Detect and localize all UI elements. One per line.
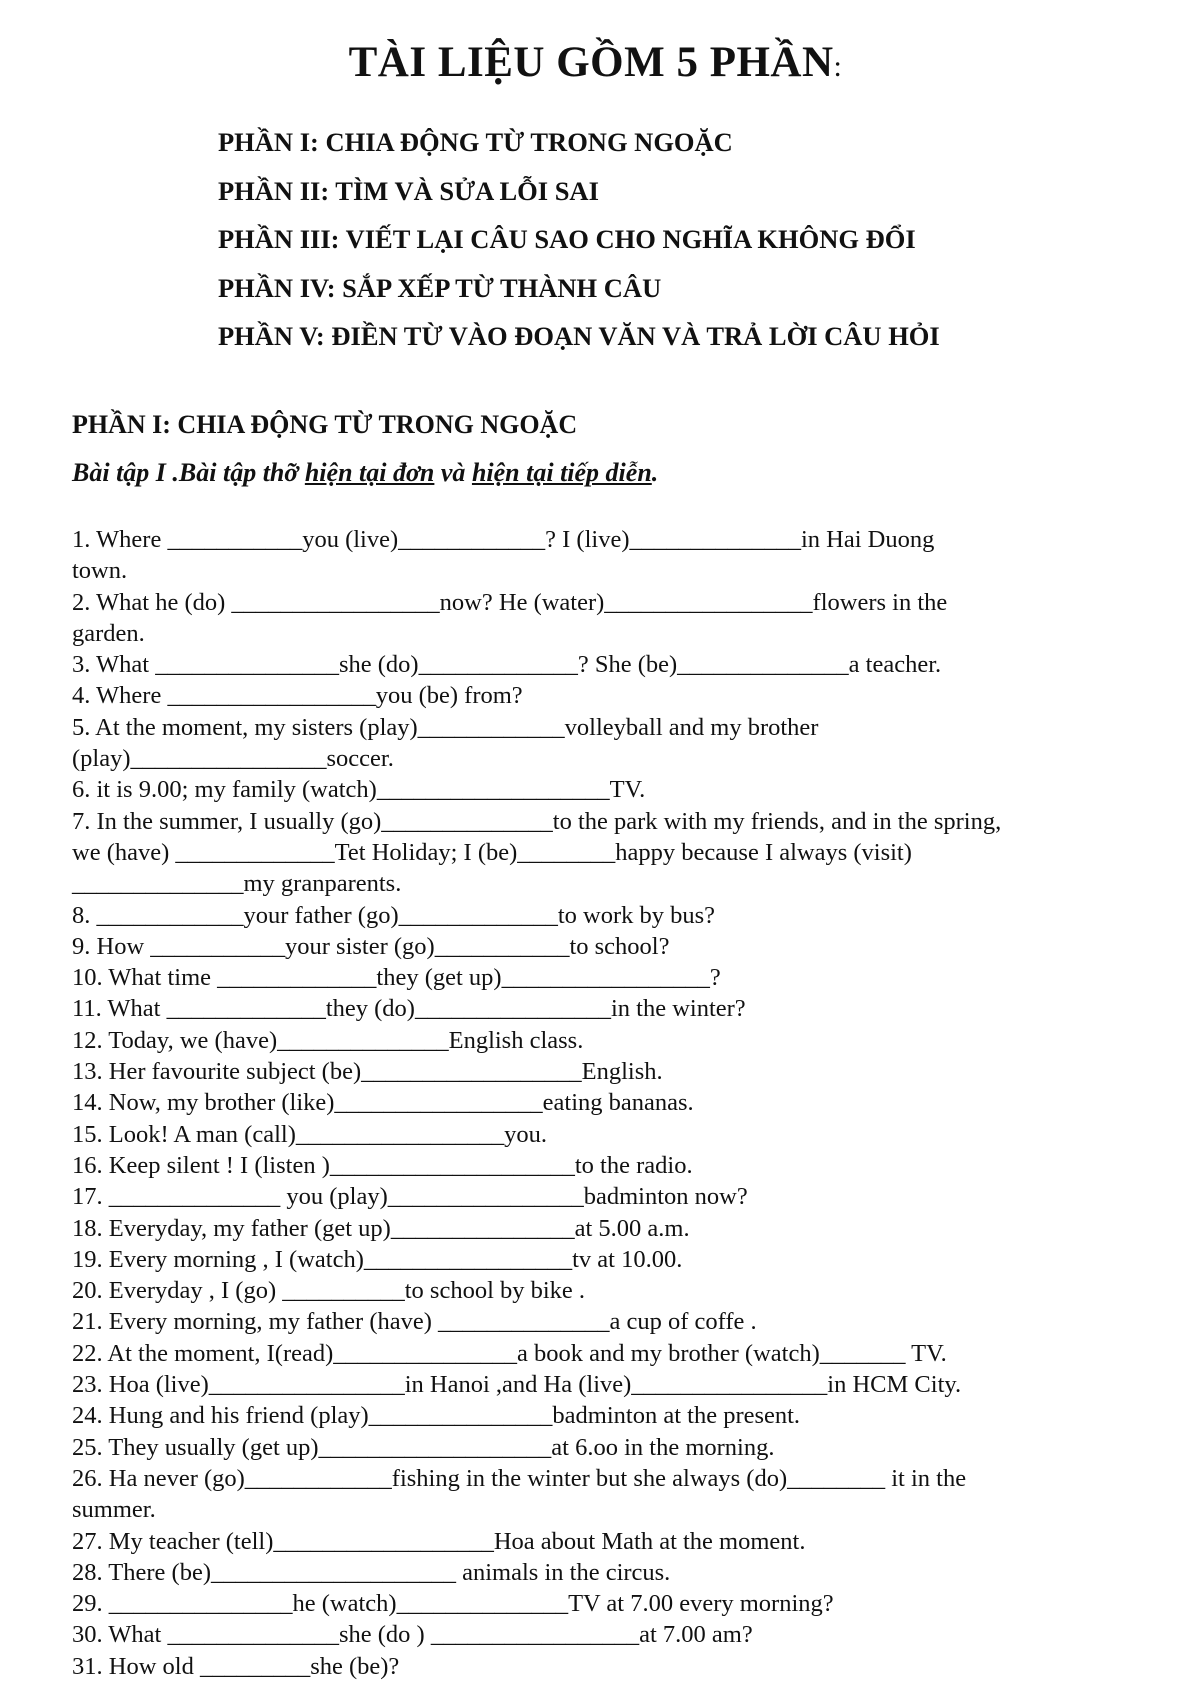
question-line: 7. In the summer, I usually (go)______________to the park with my friends, and in the spring,	[72, 807, 1002, 835]
question-line: 9. How ___________your sister (go)___________to school?	[72, 932, 670, 960]
question-line: 6. it is 9.00; my family (watch)___________________TV.	[72, 776, 646, 804]
table-of-contents	[218, 118, 940, 361]
question-line: 16. Keep silent ! I (listen )____________________to the radio.	[72, 1151, 693, 1179]
question-line: 22. At the moment, I(read)_______________a book and my brother (watch)_______ TV.	[72, 1339, 947, 1367]
exercise-tense-present-continuous: hiện tại tiếp diễn	[471, 458, 652, 487]
question-line: 26. Ha never (go)____________fishing in the winter but she always (do)________ it in the	[72, 1464, 967, 1492]
question-line: 5. At the moment, my sisters (play)____________volleyball and my brother	[72, 713, 819, 741]
question-line: 4. Where _________________you (be) from?	[72, 682, 523, 710]
question-line: 13. Her favourite subject (be)__________________English.	[72, 1058, 663, 1086]
exercise-prefix: Bài tập I .Bài tập thỡ	[72, 458, 305, 487]
question-line: 29. _______________he (watch)______________TV at 7.00 every morning?	[72, 1590, 834, 1618]
question-line: 15. Look! A man (call)_________________you.	[72, 1120, 547, 1148]
exercise-suffix: .	[651, 458, 659, 487]
question-line: 30. What ______________she (do ) _________________at 7.00 am?	[72, 1621, 753, 1649]
question-line: 28. There (be)____________________ animals in the circus.	[72, 1558, 671, 1586]
question-line: 25. They usually (get up)___________________at 6.oo in the morning.	[72, 1433, 775, 1461]
question-line: 17. ______________ you (play)________________badminton now?	[72, 1183, 748, 1211]
question-line: 11. What _____________they (do)________________in the winter?	[72, 995, 746, 1023]
question-line: 14. Now, my brother (like)_________________eating bananas.	[72, 1089, 694, 1117]
question-line: 2. What he (do) _________________now? He (water)_________________flowers in the	[72, 588, 948, 616]
exercise-tense-simple-present: hiện tại đơn	[304, 458, 435, 487]
question-line: town.	[72, 557, 128, 585]
question-line: 10. What time _____________they (get up)_________________?	[72, 964, 721, 992]
question-line: (play)________________soccer.	[72, 745, 394, 773]
exercise-heading	[72, 458, 658, 488]
toc-item-part-4: PHẦN IV: SẮP XẾP TỪ THÀNH CÂU	[218, 272, 662, 303]
question-line: summer.	[72, 1496, 156, 1524]
section-heading-part-1: PHẦN I: CHIA ĐỘNG TỪ TRONG NGOẶC	[72, 410, 578, 439]
toc-item-part-3: PHẦN III: VIẾT LẠI CÂU SAO CHO NGHĨA KHÔNG ĐỔI	[218, 224, 916, 254]
exercise-connector: và	[434, 458, 472, 487]
question-line: 19. Every morning , I (watch)_________________tv at 10.00.	[72, 1245, 683, 1273]
document-title-text: TÀI LIỆU GỒM 5 PHẦN	[348, 39, 834, 86]
question-line: 27. My teacher (tell)__________________Hoa about Math at the moment.	[72, 1527, 806, 1555]
document-title	[0, 38, 1191, 87]
question-line: 8. ____________your father (go)_____________to work by bus?	[72, 901, 716, 929]
question-line: 3. What _______________she (do)_____________? She (be)______________a teacher.	[72, 651, 942, 679]
question-line: we (have) _____________Tet Holiday; I (be)________happy because I always (visit)	[72, 838, 912, 866]
question-line: 23. Hoa (live)________________in Hanoi ,and Ha (live)________________in HCM City.	[72, 1371, 962, 1399]
question-line: 24. Hung and his friend (play)_______________badminton at the present.	[72, 1402, 801, 1430]
question-line: 1. Where ___________you (live)____________? I (live)______________in Hai Duong	[72, 526, 935, 553]
toc-item-part-2: PHẦN II: TÌM VÀ SỬA LỖI SAI	[218, 175, 599, 206]
question-list	[72, 524, 1144, 1682]
question-line: 18. Everyday, my father (get up)_______________at 5.00 a.m.	[72, 1214, 690, 1242]
document-title-colon: :	[833, 50, 843, 83]
question-line: 31. How old _________she (be)?	[72, 1652, 400, 1680]
question-line: garden.	[72, 619, 145, 647]
question-line: ______________my granparents.	[72, 870, 402, 898]
question-line: 12. Today, we (have)______________English class.	[72, 1026, 584, 1054]
question-line: 20. Everyday , I (go) __________to school by bike .	[72, 1277, 586, 1305]
toc-item-part-5: PHẦN V: ĐIỀN TỪ VÀO ĐOẠN VĂN VÀ TRẢ LỜI CÂU HỎI	[218, 321, 940, 351]
question-line: 21. Every morning, my father (have) ______________a cup of coffe .	[72, 1308, 757, 1336]
toc-item-part-1: PHẦN I: CHIA ĐỘNG TỪ TRONG NGOẶC	[218, 127, 733, 157]
